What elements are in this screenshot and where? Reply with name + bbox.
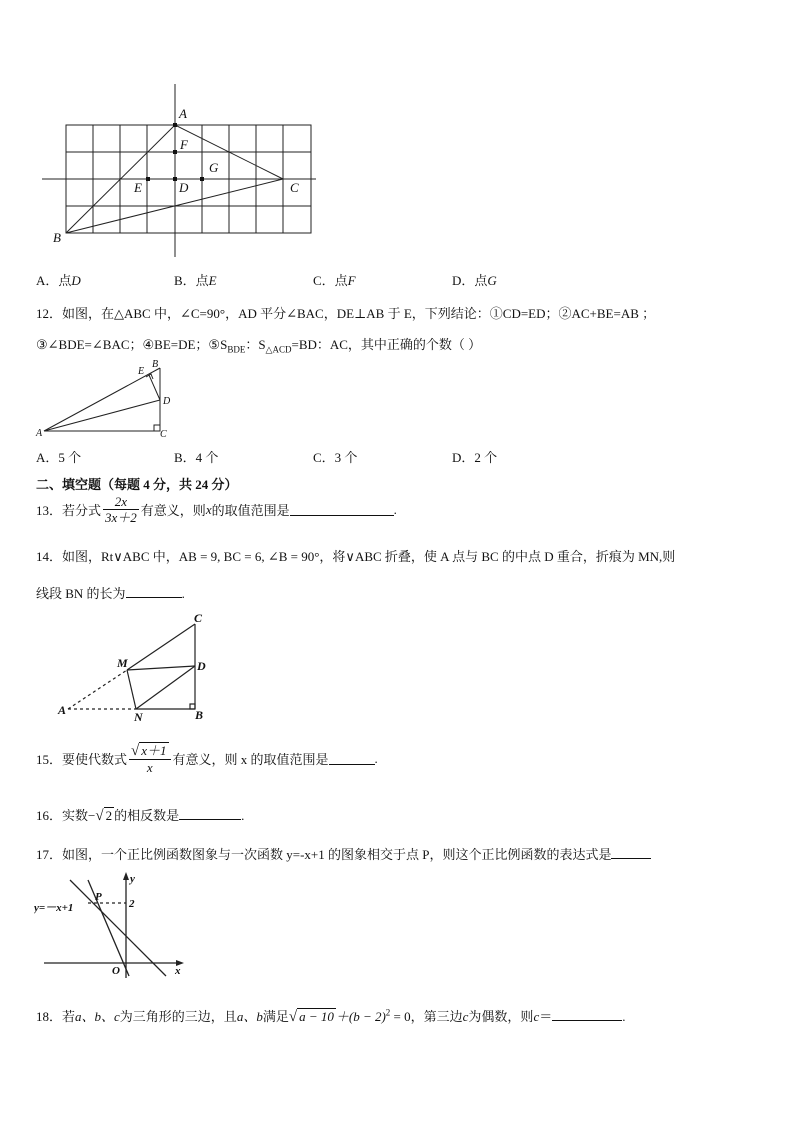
- q12-option-d: D．2 个: [452, 450, 498, 465]
- q17-answer-blank[interactable]: [611, 846, 651, 859]
- q14-label-C: C: [194, 611, 203, 625]
- q11-option-b: B．点E: [174, 273, 217, 288]
- q12-label-B: B: [152, 359, 159, 370]
- label-C: C: [290, 180, 299, 195]
- q16-answer-blank[interactable]: [179, 807, 241, 820]
- q11-option-d: D．点G: [452, 273, 497, 288]
- q17-label-2: 2: [129, 898, 135, 910]
- label-B: B: [53, 230, 61, 245]
- q16: 16．实数−√ 2 的相反数是 .: [36, 808, 245, 824]
- q14-fold-figure: [52, 608, 222, 726]
- q18-answer-blank[interactable]: [552, 1008, 622, 1021]
- q12-label-A: A: [36, 428, 43, 439]
- q17-label-O: O: [112, 965, 120, 977]
- q12-stem-line2: ③∠BDE=∠BAC；④BE=DE；$⑤S_{BDE}$：$S_{\triangle ACD}=BD$：AC，其中正确的个数（ ）: [36, 337, 482, 355]
- q11-option-a: A．点D: [36, 273, 81, 288]
- q14-label-D: D: [197, 659, 206, 673]
- q12-option-b: B．4 个: [174, 450, 219, 465]
- label-D: D: [179, 180, 189, 195]
- label-F: F: [180, 137, 188, 152]
- q14-stem-line1: 14．如图，Rt∨ABC 中，AB = 9, BC = 6, ∠B = 90°，将∨ABC 折叠，使 A 点与 BC 的中点 D 重合，折痕为 MN,则: [36, 549, 676, 564]
- q11-option-c: C．点F: [313, 273, 356, 288]
- label-A: A: [179, 106, 187, 121]
- q13: 13．若分式 $\frac{2x}{3x+2}$ 有意义，则 x 的取值范围是 .: [36, 494, 397, 525]
- q17-label-y: y: [130, 873, 135, 885]
- q17-label-P: P: [95, 891, 102, 903]
- q14-stem-line2: 线段 BN 的长为 .: [36, 586, 185, 601]
- q12-triangle-figure: [30, 356, 180, 441]
- q12-label-E: E: [138, 366, 145, 377]
- q12-option-c: C．3 个: [313, 450, 358, 465]
- q17-label-x: x: [175, 965, 181, 977]
- q14-label-M: M: [117, 656, 128, 670]
- q14-label-N: N: [134, 710, 143, 724]
- q14-label-B: B: [195, 708, 204, 722]
- q13-answer-blank[interactable]: [290, 503, 394, 516]
- q12-label-C: C: [160, 429, 167, 440]
- q14-answer-blank[interactable]: [126, 585, 182, 598]
- section-heading: 二、填空题（每题 4 分，共 24 分）: [36, 477, 238, 492]
- q12-option-a: A．5 个: [36, 450, 82, 465]
- q15: 15．要使代数式 $\frac{√ x+1}{x}$ 有意义，则 x 的取值范围是 .: [36, 743, 378, 775]
- q17-label-function: y=－x+1: [34, 902, 74, 914]
- q17-graph-figure: [34, 870, 194, 982]
- q18: 18．若a、b、c为三角形的三边，且a、b满足√ $a - 10 +(b - 2)^2 = 0$，第三边c为偶数，则c＝ .: [36, 1007, 626, 1025]
- q12-label-D: D: [163, 396, 171, 407]
- q17-stem: 17．如图，一个正比例函数图象与一次函数 y=-x+1 的图象相交于点 P，则这个正比例函数的表达式是: [36, 844, 651, 863]
- q12-stem-line1: 12．如图，在△ABC 中，∠C=90°，AD 平分∠BAC，DE⊥AB 于 E，下列结论：①CD=ED；②AC+BE=AB ；: [36, 306, 656, 321]
- label-G: G: [209, 160, 219, 175]
- q15-answer-blank[interactable]: [329, 752, 375, 765]
- label-E: E: [134, 180, 142, 195]
- q11-grid-figure: [38, 82, 328, 262]
- q14-label-A: A: [58, 703, 67, 717]
